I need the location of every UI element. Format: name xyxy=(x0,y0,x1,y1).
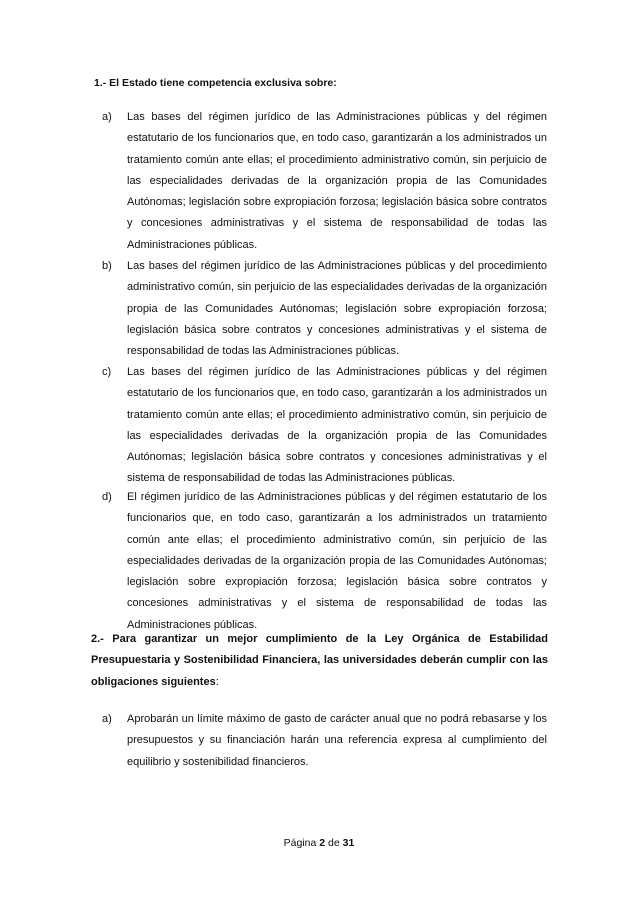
question-1-title: 1.- El Estado tiene competencia exclusiva sobre: xyxy=(94,77,337,89)
option-text: Las bases del régimen jurídico de las Administraciones públicas y del procedimiento administrativo común, sin perjuicio de las especialidades derivadas de la organización propia de las Comunidades Autónomas; legislación sobre expropiación forzosa; legislación básica sobre contratos y concesiones administrativas y el sistema de responsabilidad de todas las Administraciones públicas. xyxy=(127,260,547,358)
option-letter: d) xyxy=(102,491,112,503)
option-letter: b) xyxy=(102,260,112,272)
question-1-option-a xyxy=(94,107,547,256)
question-2-option-a xyxy=(94,709,547,773)
question-1-option-d xyxy=(94,487,547,636)
question-1-option-b xyxy=(94,256,547,362)
question-2-title-text: 2.- Para garantizar un mejor cumplimiento de la Ley Orgánica de Estabilidad Presupuestaria y Sostenibilidad Financiera, las universidades deberán cumplir con las obligaciones siguientes xyxy=(91,633,548,688)
total-page-count: 31 xyxy=(342,837,355,849)
option-letter: c) xyxy=(102,366,112,378)
page-footer xyxy=(0,837,638,849)
question-2-title xyxy=(91,629,548,693)
page-number-prefix: Página xyxy=(283,837,317,849)
option-text: Las bases del régimen jurídico de las Administraciones públicas y del régimen estatutario de los funcionarios que, en todo caso, garantizarán a los administrados un tratamiento común ante ellas; el procedimiento administrativo común, sin perjuicio de las especialidades derivadas de la organización propia de las Comunidades Autónomas; legislación sobre expropiación forzosa; legislación básica sobre contratos y concesiones administrativas y el sistema de responsabilidad de todas las Administraciones públicas. xyxy=(127,111,547,251)
current-page-number: 2 xyxy=(319,837,326,849)
option-text: El régimen jurídico de las Administraciones públicas y del régimen estatutario de los funcionarios que, en todo caso, garantizarán a los administrados un tratamiento común ante ellas; el procedimiento administrativo común, sin perjuicio de las especialidades derivadas de la organización propia de las Comunidades Autónomas; legislación sobre expropiación forzosa; legislación básica sobre contratos y concesiones administrativas y el sistema de responsabilidad de todas las Administraciones públicas. xyxy=(127,491,547,631)
option-letter: a) xyxy=(102,713,112,725)
option-text: Aprobarán un límite máximo de gasto de carácter anual que no podrá rebasarse y los presupuestos y su financiación harán una referencia expresa al cumplimiento del equilibrio y sostenibilidad financieros. xyxy=(127,713,547,768)
page-number-separator: de xyxy=(328,837,340,849)
option-letter: a) xyxy=(102,111,112,123)
option-text: Las bases del régimen jurídico de las Administraciones públicas y del régimen estatutario de los funcionarios que, en todo caso, garantizarán a los administrados un tratamiento común ante ellas; el procedimiento administrativo común, sin perjuicio de las especialidades derivadas de la organización propia de las Comunidades Autónomas; legislación básica sobre contratos y concesiones administrativas y el sistema de responsabilidad de todas las Administraciones públicas. xyxy=(127,366,547,485)
question-1-option-c xyxy=(94,362,547,490)
question-2-title-colon: : xyxy=(215,675,219,688)
